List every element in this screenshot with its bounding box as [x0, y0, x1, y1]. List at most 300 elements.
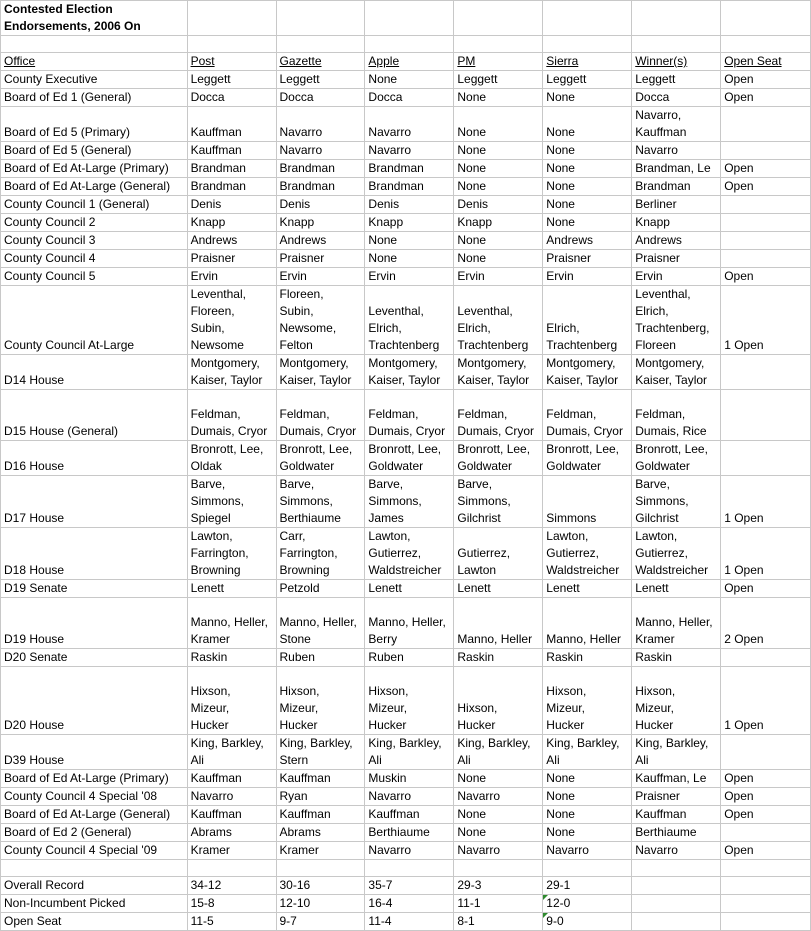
- summary-office[interactable]: Open Seat: [1, 913, 188, 931]
- cell-apple[interactable]: Kauffman: [365, 806, 454, 824]
- cell-pm[interactable]: Leventhal, Elrich, Trachtenberg: [454, 286, 543, 355]
- summary-post[interactable]: 34-12: [187, 877, 276, 895]
- cell-winners[interactable]: Leventhal, Elrich, Trachtenberg, Floreen: [632, 286, 721, 355]
- summary-row: [1, 913, 811, 931]
- empty-cell[interactable]: [721, 860, 811, 877]
- cell-post[interactable]: Lawton, Farrington, Browning: [187, 528, 276, 580]
- cell-open-seat[interactable]: Open: [721, 160, 811, 178]
- cell-apple[interactable]: None: [365, 250, 454, 268]
- cell-sierra[interactable]: Praisner: [543, 250, 632, 268]
- cell-apple[interactable]: Brandman: [365, 178, 454, 196]
- cell-apple[interactable]: Brandman: [365, 160, 454, 178]
- cell-apple[interactable]: Berthiaume: [365, 824, 454, 842]
- cell-office[interactable]: County Council 1 (General): [1, 196, 188, 214]
- summary-sierra[interactable]: 9-0: [543, 913, 632, 931]
- cell-pm[interactable]: Navarro: [454, 788, 543, 806]
- cell-open-seat[interactable]: [721, 735, 811, 770]
- table-row: [1, 214, 811, 232]
- cell-sierra[interactable]: None: [543, 824, 632, 842]
- table-row: [1, 842, 811, 860]
- summary-sierra[interactable]: 12-0: [543, 895, 632, 913]
- table-row: [1, 107, 811, 142]
- cell-pm[interactable]: None: [454, 107, 543, 142]
- cell-apple[interactable]: King, Barkley, Ali: [365, 735, 454, 770]
- empty-cell[interactable]: [632, 36, 721, 53]
- cell-winners[interactable]: Berthiaume: [632, 824, 721, 842]
- table-row: [1, 286, 811, 355]
- cell-post[interactable]: Hixson, Mizeur, Hucker: [187, 667, 276, 735]
- cell-open-seat[interactable]: [721, 355, 811, 390]
- cell-pm[interactable]: None: [454, 824, 543, 842]
- cell-office[interactable]: County Council 3: [1, 232, 188, 250]
- cell-winners[interactable]: Praisner: [632, 250, 721, 268]
- cell-office[interactable]: County Council 4 Special '08: [1, 788, 188, 806]
- cell-post[interactable]: Montgomery, Kaiser, Taylor: [187, 355, 276, 390]
- cell-pm[interactable]: Knapp: [454, 214, 543, 232]
- summary-winners[interactable]: [632, 895, 721, 913]
- cell-open-seat[interactable]: [721, 824, 811, 842]
- cell-sierra[interactable]: Elrich, Trachtenberg: [543, 286, 632, 355]
- cell-gazette[interactable]: King, Barkley, Stern: [276, 735, 365, 770]
- cell-post[interactable]: Leggett: [187, 71, 276, 89]
- cell-gazette[interactable]: Petzold: [276, 580, 365, 598]
- cell-open-seat[interactable]: [721, 232, 811, 250]
- cell-apple[interactable]: None: [365, 71, 454, 89]
- cell-apple[interactable]: Manno, Heller, Berry: [365, 598, 454, 649]
- cell-apple[interactable]: Bronrott, Lee, Goldwater: [365, 441, 454, 476]
- cell-sierra[interactable]: None: [543, 107, 632, 142]
- cell-open-seat[interactable]: Open: [721, 268, 811, 286]
- cell-sierra[interactable]: Lenett: [543, 580, 632, 598]
- summary-apple[interactable]: 16-4: [365, 895, 454, 913]
- cell-pm[interactable]: Barve, Simmons, Gilchrist: [454, 476, 543, 528]
- empty-cell[interactable]: [454, 36, 543, 53]
- cell-pm[interactable]: None: [454, 89, 543, 107]
- cell-open-seat[interactable]: Open: [721, 842, 811, 860]
- cell-office[interactable]: County Executive: [1, 71, 188, 89]
- cell-winners[interactable]: Navarro: [632, 842, 721, 860]
- cell-post[interactable]: Lenett: [187, 580, 276, 598]
- cell-pm[interactable]: Manno, Heller: [454, 598, 543, 649]
- title-row: [1, 1, 811, 36]
- cell-gazette[interactable]: Ruben: [276, 649, 365, 667]
- cell-pm[interactable]: None: [454, 232, 543, 250]
- cell-apple[interactable]: Navarro: [365, 788, 454, 806]
- cell-post[interactable]: Andrews: [187, 232, 276, 250]
- cell-apple[interactable]: Knapp: [365, 214, 454, 232]
- cell-gazette[interactable]: Brandman: [276, 178, 365, 196]
- cell-sierra[interactable]: Navarro: [543, 842, 632, 860]
- cell-apple[interactable]: Ruben: [365, 649, 454, 667]
- empty-cell[interactable]: [365, 1, 454, 36]
- empty-cell[interactable]: [721, 1, 811, 36]
- cell-apple[interactable]: Docca: [365, 89, 454, 107]
- cell-gazette[interactable]: Brandman: [276, 160, 365, 178]
- cell-post[interactable]: Ervin: [187, 268, 276, 286]
- cell-open-seat[interactable]: Open: [721, 89, 811, 107]
- cell-gazette[interactable]: Ryan: [276, 788, 365, 806]
- table-row: [1, 232, 811, 250]
- cell-apple[interactable]: Feldman, Dumais, Cryor: [365, 390, 454, 441]
- cell-post[interactable]: Brandman: [187, 160, 276, 178]
- cell-sierra[interactable]: Hixson, Mizeur, Hucker: [543, 667, 632, 735]
- cell-pm[interactable]: King, Barkley, Ali: [454, 735, 543, 770]
- cell-office[interactable]: D16 House: [1, 441, 188, 476]
- cell-gazette[interactable]: Feldman, Dumais, Cryor: [276, 390, 365, 441]
- table-row: [1, 528, 811, 580]
- cell-office[interactable]: D19 Senate: [1, 580, 188, 598]
- cell-post[interactable]: Knapp: [187, 214, 276, 232]
- cell-post[interactable]: Kauffman: [187, 142, 276, 160]
- cell-open-seat[interactable]: [721, 107, 811, 142]
- cell-winners[interactable]: Bronrott, Lee, Goldwater: [632, 441, 721, 476]
- cell-post[interactable]: Manno, Heller, Kramer: [187, 598, 276, 649]
- cell-sierra[interactable]: Feldman, Dumais, Cryor: [543, 390, 632, 441]
- cell-open-seat[interactable]: Open: [721, 788, 811, 806]
- cell-winners[interactable]: Kauffman: [632, 806, 721, 824]
- cell-office[interactable]: Board of Ed At-Large (General): [1, 806, 188, 824]
- empty-cell[interactable]: [454, 860, 543, 877]
- cell-sierra[interactable]: Andrews: [543, 232, 632, 250]
- cell-pm[interactable]: None: [454, 178, 543, 196]
- empty-cell[interactable]: [276, 1, 365, 36]
- empty-cell[interactable]: [721, 36, 811, 53]
- cell-post[interactable]: Docca: [187, 89, 276, 107]
- cell-office[interactable]: Board of Ed 5 (General): [1, 142, 188, 160]
- cell-office[interactable]: Board of Ed At-Large (Primary): [1, 770, 188, 788]
- cell-open-seat[interactable]: [721, 250, 811, 268]
- summary-winners[interactable]: [632, 913, 721, 931]
- cell-gazette[interactable]: Floreen, Subin, Newsome, Felton: [276, 286, 365, 355]
- summary-winners[interactable]: [632, 877, 721, 895]
- table-row: [1, 788, 811, 806]
- cell-sierra[interactable]: Bronrott, Lee, Goldwater: [543, 441, 632, 476]
- cell-post[interactable]: Kauffman: [187, 107, 276, 142]
- header-open-seat[interactable]: Open Seat: [721, 53, 811, 71]
- cell-gazette[interactable]: Knapp: [276, 214, 365, 232]
- table-row: [1, 806, 811, 824]
- table-row: [1, 580, 811, 598]
- summary-gazette[interactable]: 12-10: [276, 895, 365, 913]
- summary-apple[interactable]: 35-7: [365, 877, 454, 895]
- cell-winners[interactable]: Docca: [632, 89, 721, 107]
- empty-cell[interactable]: [543, 1, 632, 36]
- header-apple[interactable]: Apple: [365, 53, 454, 71]
- cell-gazette[interactable]: Kauffman: [276, 770, 365, 788]
- cell-gazette[interactable]: Navarro: [276, 142, 365, 160]
- summary-row: [1, 895, 811, 913]
- cell-office[interactable]: Board of Ed At-Large (Primary): [1, 160, 188, 178]
- cell-sierra[interactable]: None: [543, 160, 632, 178]
- table-row: [1, 160, 811, 178]
- cell-office[interactable]: County Council 4: [1, 250, 188, 268]
- cell-winners[interactable]: Montgomery, Kaiser, Taylor: [632, 355, 721, 390]
- summary-sierra[interactable]: 29-1: [543, 877, 632, 895]
- empty-cell[interactable]: [276, 36, 365, 53]
- cell-sierra[interactable]: Lawton, Gutierrez, Waldstreicher: [543, 528, 632, 580]
- cell-winners[interactable]: Brandman: [632, 178, 721, 196]
- summary-pm[interactable]: 8-1: [454, 913, 543, 931]
- table-row: [1, 667, 811, 735]
- cell-post[interactable]: Denis: [187, 196, 276, 214]
- table-row: [1, 196, 811, 214]
- cell-office[interactable]: Board of Ed 1 (General): [1, 89, 188, 107]
- empty-cell[interactable]: [543, 860, 632, 877]
- cell-open-seat[interactable]: 1 Open: [721, 528, 811, 580]
- cell-post[interactable]: King, Barkley, Ali: [187, 735, 276, 770]
- cell-office[interactable]: Board of Ed At-Large (General): [1, 178, 188, 196]
- empty-cell[interactable]: [1, 36, 188, 53]
- cell-sierra[interactable]: King, Barkley, Ali: [543, 735, 632, 770]
- cell-sierra[interactable]: Leggett: [543, 71, 632, 89]
- cell-sierra[interactable]: None: [543, 178, 632, 196]
- empty-cell[interactable]: [365, 36, 454, 53]
- cell-winners[interactable]: Barve, Simmons, Gilchrist: [632, 476, 721, 528]
- cell-apple[interactable]: Leventhal, Elrich, Trachtenberg: [365, 286, 454, 355]
- sheet-title[interactable]: Contested Election Endorsements, 2006 On: [1, 1, 188, 36]
- summary-post[interactable]: 15-8: [187, 895, 276, 913]
- summary-post[interactable]: 11-5: [187, 913, 276, 931]
- cell-office[interactable]: County Council At-Large: [1, 286, 188, 355]
- cell-open-seat[interactable]: 1 Open: [721, 476, 811, 528]
- cell-pm[interactable]: Navarro: [454, 842, 543, 860]
- cell-apple[interactable]: None: [365, 232, 454, 250]
- cell-open-seat[interactable]: [721, 142, 811, 160]
- table-row: [1, 250, 811, 268]
- cell-open-seat[interactable]: [721, 214, 811, 232]
- table-row: [1, 390, 811, 441]
- summary-open-seat[interactable]: [721, 877, 811, 895]
- empty-cell[interactable]: [632, 860, 721, 877]
- cell-open-seat[interactable]: [721, 196, 811, 214]
- cell-office[interactable]: County Council 4 Special '09: [1, 842, 188, 860]
- header-sierra[interactable]: Sierra: [543, 53, 632, 71]
- summary-pm[interactable]: 29-3: [454, 877, 543, 895]
- cell-winners[interactable]: Lenett: [632, 580, 721, 598]
- cell-gazette[interactable]: Praisner: [276, 250, 365, 268]
- cell-office[interactable]: Board of Ed 5 (Primary): [1, 107, 188, 142]
- cell-winners[interactable]: Raskin: [632, 649, 721, 667]
- header-office[interactable]: Office: [1, 53, 188, 71]
- cell-office[interactable]: D19 House: [1, 598, 188, 649]
- cell-sierra[interactable]: None: [543, 142, 632, 160]
- cell-sierra[interactable]: None: [543, 196, 632, 214]
- cell-office[interactable]: D20 Senate: [1, 649, 188, 667]
- header-post[interactable]: Post: [187, 53, 276, 71]
- cell-pm[interactable]: Gutierrez, Lawton: [454, 528, 543, 580]
- cell-office[interactable]: County Council 5: [1, 268, 188, 286]
- cell-open-seat[interactable]: [721, 649, 811, 667]
- cell-apple[interactable]: Ervin: [365, 268, 454, 286]
- cell-sierra[interactable]: Montgomery, Kaiser, Taylor: [543, 355, 632, 390]
- empty-cell[interactable]: [632, 1, 721, 36]
- cell-gazette[interactable]: Barve, Simmons, Berthiaume: [276, 476, 365, 528]
- cell-gazette[interactable]: Montgomery, Kaiser, Taylor: [276, 355, 365, 390]
- cell-gazette[interactable]: Kramer: [276, 842, 365, 860]
- cell-post[interactable]: Leventhal, Floreen, Subin, Newsome: [187, 286, 276, 355]
- cell-open-seat[interactable]: 2 Open: [721, 598, 811, 649]
- cell-open-seat[interactable]: 1 Open: [721, 286, 811, 355]
- cell-post[interactable]: Raskin: [187, 649, 276, 667]
- summary-office[interactable]: Overall Record: [1, 877, 188, 895]
- cell-post[interactable]: Feldman, Dumais, Cryor: [187, 390, 276, 441]
- cell-apple[interactable]: Navarro: [365, 107, 454, 142]
- cell-gazette[interactable]: Manno, Heller, Stone: [276, 598, 365, 649]
- cell-pm[interactable]: None: [454, 250, 543, 268]
- summary-apple[interactable]: 11-4: [365, 913, 454, 931]
- cell-apple[interactable]: Barve, Simmons, James: [365, 476, 454, 528]
- cell-gazette[interactable]: Ervin: [276, 268, 365, 286]
- summary-open-seat[interactable]: [721, 895, 811, 913]
- cell-post[interactable]: Praisner: [187, 250, 276, 268]
- cell-sierra[interactable]: Ervin: [543, 268, 632, 286]
- table-row: [1, 770, 811, 788]
- empty-cell[interactable]: [187, 860, 276, 877]
- cell-winners[interactable]: Ervin: [632, 268, 721, 286]
- cell-office[interactable]: D39 House: [1, 735, 188, 770]
- cell-apple[interactable]: Navarro: [365, 142, 454, 160]
- cell-pm[interactable]: Bronrott, Lee, Goldwater: [454, 441, 543, 476]
- cell-post[interactable]: Bronrott, Lee, Oldak: [187, 441, 276, 476]
- cell-winners[interactable]: Navarro, Kauffman: [632, 107, 721, 142]
- cell-gazette[interactable]: Abrams: [276, 824, 365, 842]
- summary-open-seat[interactable]: [721, 913, 811, 931]
- cell-open-seat[interactable]: 1 Open: [721, 667, 811, 735]
- empty-cell[interactable]: [276, 860, 365, 877]
- cell-post[interactable]: Kauffman: [187, 806, 276, 824]
- summary-pm[interactable]: 11-1: [454, 895, 543, 913]
- empty-cell[interactable]: [543, 36, 632, 53]
- cell-office[interactable]: County Council 2: [1, 214, 188, 232]
- empty-cell[interactable]: [1, 860, 188, 877]
- header-gazette[interactable]: Gazette: [276, 53, 365, 71]
- cell-open-seat[interactable]: Open: [721, 71, 811, 89]
- header-pm[interactable]: PM: [454, 53, 543, 71]
- table-row: [1, 268, 811, 286]
- cell-pm[interactable]: Leggett: [454, 71, 543, 89]
- cell-post[interactable]: Barve, Simmons, Spiegel: [187, 476, 276, 528]
- cell-office[interactable]: D14 House: [1, 355, 188, 390]
- cell-apple[interactable]: Navarro: [365, 842, 454, 860]
- summary-office[interactable]: Non-Incumbent Picked: [1, 895, 188, 913]
- cell-winners[interactable]: Manno, Heller, Kramer: [632, 598, 721, 649]
- cell-pm[interactable]: Montgomery, Kaiser, Taylor: [454, 355, 543, 390]
- cell-open-seat[interactable]: Open: [721, 770, 811, 788]
- cell-winners[interactable]: Brandman, Le: [632, 160, 721, 178]
- empty-cell[interactable]: [187, 36, 276, 53]
- cell-sierra[interactable]: None: [543, 89, 632, 107]
- cell-pm[interactable]: None: [454, 142, 543, 160]
- cell-winners[interactable]: Leggett: [632, 71, 721, 89]
- empty-cell[interactable]: [365, 860, 454, 877]
- cell-pm[interactable]: Ervin: [454, 268, 543, 286]
- cell-post[interactable]: Kauffman: [187, 770, 276, 788]
- blank-row: [1, 36, 811, 53]
- cell-pm[interactable]: None: [454, 160, 543, 178]
- table-row: [1, 649, 811, 667]
- cell-apple[interactable]: Muskin: [365, 770, 454, 788]
- empty-cell[interactable]: [454, 1, 543, 36]
- cell-winners[interactable]: Andrews: [632, 232, 721, 250]
- cell-winners[interactable]: Lawton, Gutierrez, Waldstreicher: [632, 528, 721, 580]
- table-row: [1, 735, 811, 770]
- cell-gazette[interactable]: Leggett: [276, 71, 365, 89]
- cell-sierra[interactable]: None: [543, 806, 632, 824]
- cell-gazette[interactable]: Docca: [276, 89, 365, 107]
- table-row: [1, 142, 811, 160]
- cell-gazette[interactable]: Hixson, Mizeur, Hucker: [276, 667, 365, 735]
- cell-open-seat[interactable]: [721, 390, 811, 441]
- cell-office[interactable]: Board of Ed 2 (General): [1, 824, 188, 842]
- empty-cell[interactable]: [187, 1, 276, 36]
- summary-gazette[interactable]: 30-16: [276, 877, 365, 895]
- cell-office[interactable]: D15 House (General): [1, 390, 188, 441]
- cell-winners[interactable]: Navarro: [632, 142, 721, 160]
- cell-post[interactable]: Kramer: [187, 842, 276, 860]
- cell-pm[interactable]: Feldman, Dumais, Cryor: [454, 390, 543, 441]
- cell-pm[interactable]: Hixson, Hucker: [454, 667, 543, 735]
- cell-winners[interactable]: Feldman, Dumais, Rice: [632, 390, 721, 441]
- cell-sierra[interactable]: None: [543, 214, 632, 232]
- cell-winners[interactable]: Praisner: [632, 788, 721, 806]
- cell-office[interactable]: D20 House: [1, 667, 188, 735]
- cell-winners[interactable]: Kauffman, Le: [632, 770, 721, 788]
- cell-gazette[interactable]: Denis: [276, 196, 365, 214]
- summary-row: [1, 877, 811, 895]
- cell-pm[interactable]: Lenett: [454, 580, 543, 598]
- cell-sierra[interactable]: Simmons: [543, 476, 632, 528]
- cell-open-seat[interactable]: Open: [721, 178, 811, 196]
- table-row: [1, 355, 811, 390]
- cell-pm[interactable]: None: [454, 806, 543, 824]
- cell-apple[interactable]: Denis: [365, 196, 454, 214]
- cell-post[interactable]: Navarro: [187, 788, 276, 806]
- cell-winners[interactable]: King, Barkley, Ali: [632, 735, 721, 770]
- header-winners[interactable]: Winner(s): [632, 53, 721, 71]
- cell-post[interactable]: Brandman: [187, 178, 276, 196]
- cell-sierra[interactable]: None: [543, 788, 632, 806]
- cell-office[interactable]: D17 House: [1, 476, 188, 528]
- cell-sierra[interactable]: None: [543, 770, 632, 788]
- cell-apple[interactable]: Montgomery, Kaiser, Taylor: [365, 355, 454, 390]
- cell-gazette[interactable]: Andrews: [276, 232, 365, 250]
- cell-apple[interactable]: Lawton, Gutierrez, Waldstreicher: [365, 528, 454, 580]
- cell-gazette[interactable]: Carr, Farrington, Browning: [276, 528, 365, 580]
- blank-row: [1, 860, 811, 877]
- cell-apple[interactable]: Lenett: [365, 580, 454, 598]
- cell-open-seat[interactable]: Open: [721, 806, 811, 824]
- summary-gazette[interactable]: 9-7: [276, 913, 365, 931]
- cell-winners[interactable]: Hixson, Mizeur, Hucker: [632, 667, 721, 735]
- table-row: [1, 441, 811, 476]
- cell-pm[interactable]: Raskin: [454, 649, 543, 667]
- cell-pm[interactable]: Denis: [454, 196, 543, 214]
- cell-sierra[interactable]: Raskin: [543, 649, 632, 667]
- cell-open-seat[interactable]: Open: [721, 580, 811, 598]
- cell-office[interactable]: D18 House: [1, 528, 188, 580]
- cell-gazette[interactable]: Navarro: [276, 107, 365, 142]
- cell-pm[interactable]: None: [454, 770, 543, 788]
- table-row: [1, 824, 811, 842]
- cell-open-seat[interactable]: [721, 441, 811, 476]
- cell-post[interactable]: Abrams: [187, 824, 276, 842]
- cell-sierra[interactable]: Manno, Heller: [543, 598, 632, 649]
- cell-winners[interactable]: Berliner: [632, 196, 721, 214]
- cell-gazette[interactable]: Kauffman: [276, 806, 365, 824]
- cell-gazette[interactable]: Bronrott, Lee, Goldwater: [276, 441, 365, 476]
- cell-winners[interactable]: Knapp: [632, 214, 721, 232]
- cell-apple[interactable]: Hixson, Mizeur, Hucker: [365, 667, 454, 735]
